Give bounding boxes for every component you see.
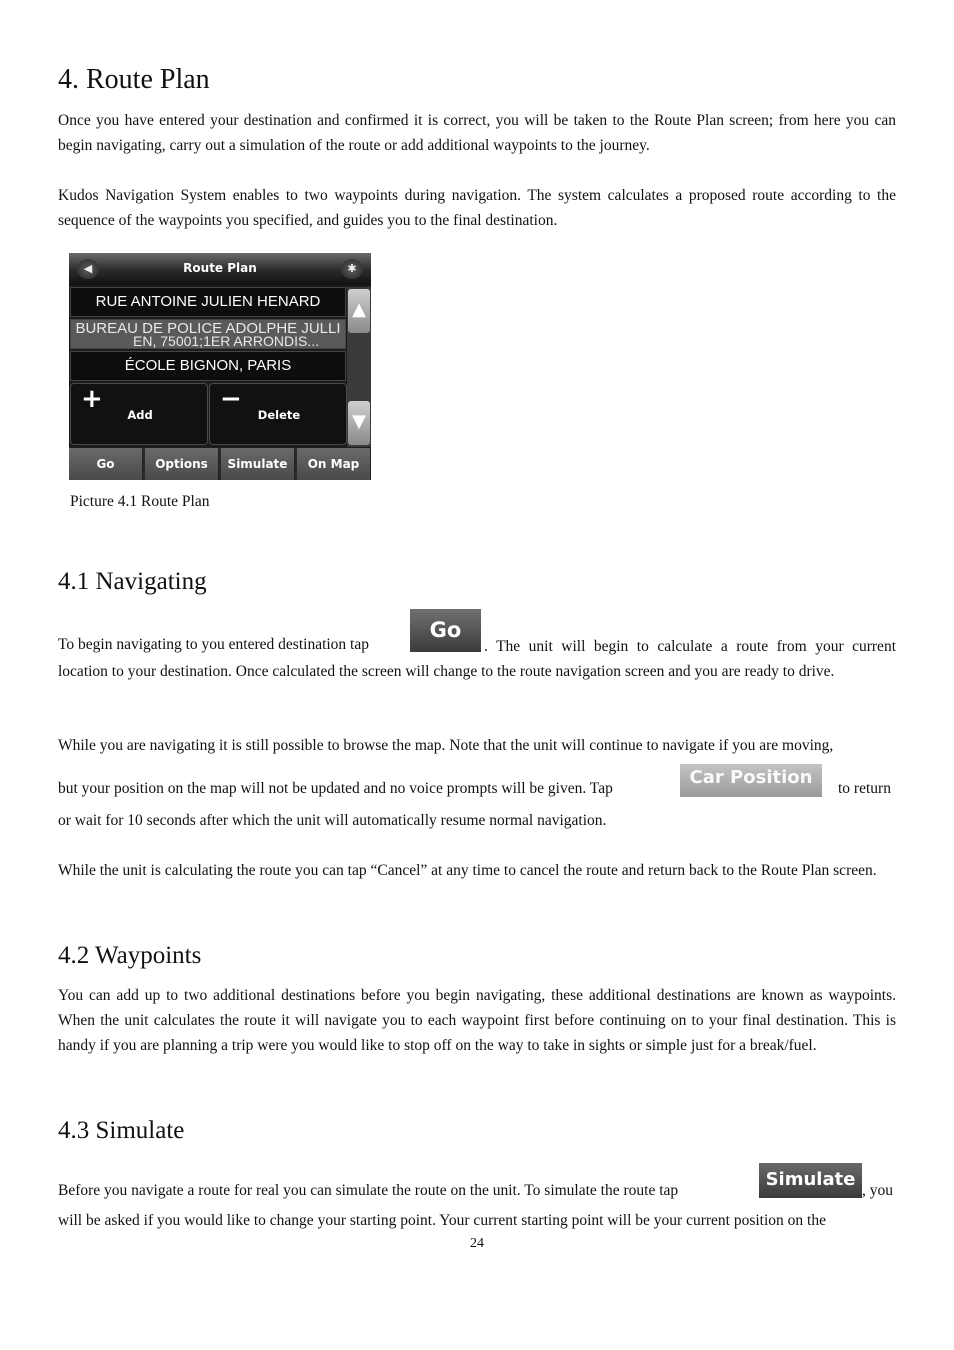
car-position-button-image: Car Position bbox=[680, 764, 822, 797]
nav-paragraph-start: To begin navigating to you entered destination tap bbox=[58, 636, 369, 653]
page-number: 24 bbox=[470, 1236, 484, 1251]
section-heading-navigating: 4.1 Navigating bbox=[58, 568, 207, 595]
route-row-2-line-1: BUREAU DE POLICE ADOLPHE JULLI bbox=[75, 320, 341, 337]
scroll-up-button[interactable] bbox=[348, 289, 370, 333]
plus-icon: + bbox=[81, 384, 103, 414]
nav-paragraph-3: While the unit is calculating the route you can tap “Cancel” at any time to cancel the route and return back to the Route Plan screen. bbox=[58, 862, 877, 879]
route-row-1[interactable]: RUE ANTOINE JULIEN HENARD bbox=[70, 287, 346, 317]
simulate-paragraph-you: , you bbox=[862, 1182, 893, 1199]
section-heading-simulate: 4.3 Simulate bbox=[58, 1117, 185, 1144]
down-arrow-icon: ▼ bbox=[352, 411, 366, 432]
go-button-image: Go bbox=[410, 609, 481, 652]
toolbar-go-button[interactable]: Go bbox=[69, 448, 143, 480]
nav-paragraph-2-line-3: or wait for 10 seconds after which the unit will automatically resume normal navigation. bbox=[58, 812, 607, 829]
toolbar-options-button[interactable]: Options bbox=[145, 448, 219, 480]
route-row-2-line-2: EN, 75001;1ER ARRONDIS... bbox=[133, 333, 319, 349]
intro-paragraph: Once you have entered your destination and confirmed it is correct, you will be taken to the Route Plan screen; from here you can begin navigating, carry out a simulation of the route or add additional waypoints to the journey. bbox=[58, 112, 896, 154]
waypoints-paragraph: You can add up to two additional destinations before you begin navigating, these additional destinations are known as waypoints. When the unit calculates the route it will navigate you to each waypoint first before continuing on to your final destination. This is handy if you are planning a trip were you would like to stop off on the way to take in sights or simple just for a break/fuel. bbox=[58, 987, 896, 1054]
nav-paragraph-2-line-1: While you are navigating it is still possible to browse the map. Note that the unit will continue to navigate if you are moving, bbox=[58, 737, 834, 754]
add-button[interactable] bbox=[70, 383, 208, 445]
page-title: 4. Route Plan bbox=[58, 64, 210, 95]
simulate-paragraph-line-2: will be asked if you would like to change your starting point. Your current starting point will be your current position on the bbox=[58, 1212, 826, 1229]
back-icon[interactable]: ◀ bbox=[77, 259, 99, 279]
figure-caption: Picture 4.1 Route Plan bbox=[70, 493, 210, 510]
add-label: Add bbox=[127, 408, 153, 422]
scroll-down-button[interactable] bbox=[348, 401, 370, 445]
simulate-paragraph-start: Before you navigate a route for real you can simulate the route on the unit. To simulate the route tap bbox=[58, 1182, 679, 1199]
delete-button[interactable] bbox=[209, 383, 347, 445]
delete-label: Delete bbox=[257, 408, 301, 422]
kudos-paragraph: Kudos Navigation System enables to two waypoints during navigation. The system calculates a proposed route according to the sequence of the waypoints you specified, and guides you to the final destination. bbox=[58, 187, 896, 229]
route-plan-screenshot bbox=[69, 253, 371, 480]
device-title: Route Plan bbox=[183, 261, 257, 275]
minus-icon: − bbox=[220, 384, 242, 414]
settings-icon[interactable]: ✱ bbox=[341, 259, 363, 279]
simulate-button-image: Simulate bbox=[759, 1163, 862, 1198]
toolbar-simulate-button[interactable]: Simulate bbox=[221, 448, 295, 480]
route-row-3[interactable]: ÉCOLE BIGNON, PARIS bbox=[70, 351, 346, 381]
nav-paragraph-2-return: to return bbox=[838, 780, 891, 797]
nav-paragraph-2-line-2: but your position on the map will not be updated and no voice prompts will be given. Tap bbox=[58, 780, 613, 797]
section-heading-waypoints: 4.2 Waypoints bbox=[58, 942, 202, 969]
nav-paragraph-rest: . The unit will begin to calculate a route from your current location to your destination. Once calculated the screen will change to the route navigation screen and you are ready to drive. bbox=[58, 638, 896, 680]
up-arrow-icon: ▲ bbox=[352, 299, 366, 320]
route-row-2[interactable] bbox=[70, 319, 346, 349]
toolbar-on-map-button[interactable]: On Map bbox=[297, 448, 371, 480]
device-toolbar bbox=[69, 448, 371, 480]
